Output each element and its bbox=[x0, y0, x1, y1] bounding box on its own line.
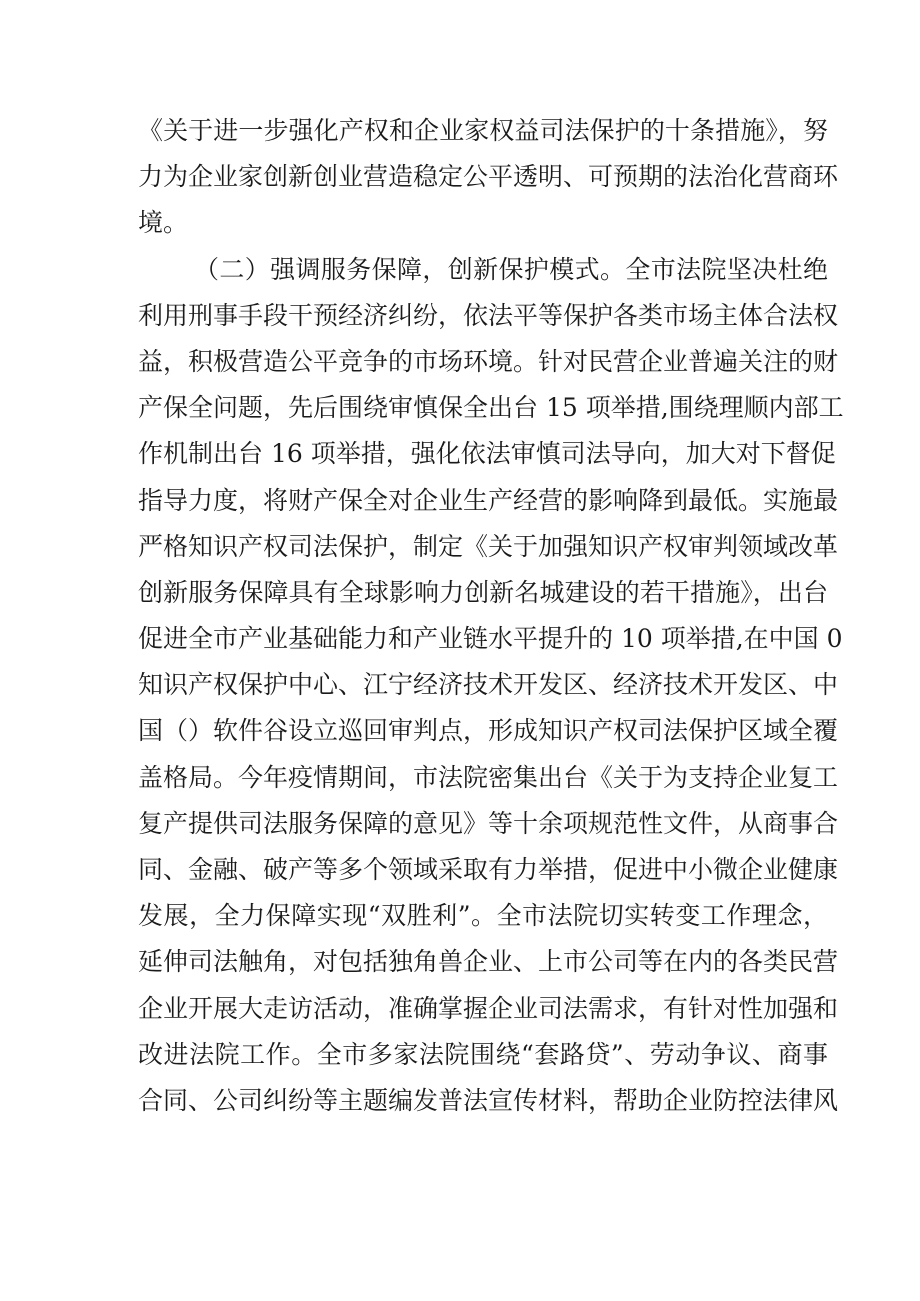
text-line: 复产提供司法服务保障的意见》等十余项规范性文件，从商事合 bbox=[138, 808, 839, 838]
text-line: 延伸司法触角，对包括独角兽企业、上市公司等在内的各类民营 bbox=[138, 947, 839, 977]
text-line: 利用刑事手段干预经济纠纷，依法平等保护各类市场主体合法权 bbox=[138, 300, 839, 330]
text-line: 作机制出台 16 项举措，强化依法审慎司法导向，加大对下督促 bbox=[138, 439, 836, 469]
text-line: 严格知识产权司法保护，制定《关于加强知识产权审判领域改革 bbox=[138, 531, 839, 561]
text-line: 产保全问题，先后围绕审慎保全出台 15 项举措,围绕理顺内部工 bbox=[138, 393, 844, 423]
text-line: 《关于进一步强化产权和企业家权益司法保护的十条措施》，努 bbox=[138, 116, 828, 145]
text-line: 知识产权保护中心、江宁经济技术开发区、经济技术开发区、中 bbox=[138, 670, 839, 700]
body-text bbox=[138, 108, 844, 1124]
text-line: 促进全市产业基础能力和产业链水平提升的 10 项举措,在中国 0 bbox=[138, 624, 843, 654]
text-line: 改进法院工作。全市多家法院围绕“套路贷”、劳动争议、商事 bbox=[138, 1039, 828, 1069]
text-line: 益，积极营造公平竞争的市场环境。针对民营企业普遍关注的财 bbox=[138, 346, 839, 376]
paragraph-start-line: （二）强调服务保障，创新保护模式。全市法院坚决杜绝 bbox=[194, 254, 828, 284]
text-line: 盖格局。今年疫情期间，市法院密集出台《关于为支持企业复工 bbox=[138, 762, 839, 792]
text-line: 指导力度，将财产保全对企业生产经营的影响降到最低。实施最 bbox=[138, 485, 839, 515]
text-line: 境。 bbox=[138, 208, 189, 238]
text-line: 国（）软件谷设立巡回审判点，形成知识产权司法保护区域全覆 bbox=[138, 716, 839, 746]
text-line: 合同、公司纠纷等主题编发普法宣传材料，帮助企业防控法律风 bbox=[138, 1085, 839, 1115]
text-line: 发展，全力保障实现“双胜利”。全市法院切实转变工作理念， bbox=[138, 901, 828, 931]
text-line: 同、金融、破产等多个领域采取有力举措，促进中小微企业健康 bbox=[138, 855, 839, 884]
text-line: 创新服务保障具有全球影响力创新名城建设的若干措施》，出台 bbox=[138, 577, 828, 607]
text-line: 力为企业家创新创业营造稳定公平透明、可预期的法治化营商环 bbox=[138, 162, 839, 192]
text-line: 企业开展大走访活动，准确掌握企业司法需求，有针对性加强和 bbox=[138, 993, 839, 1023]
